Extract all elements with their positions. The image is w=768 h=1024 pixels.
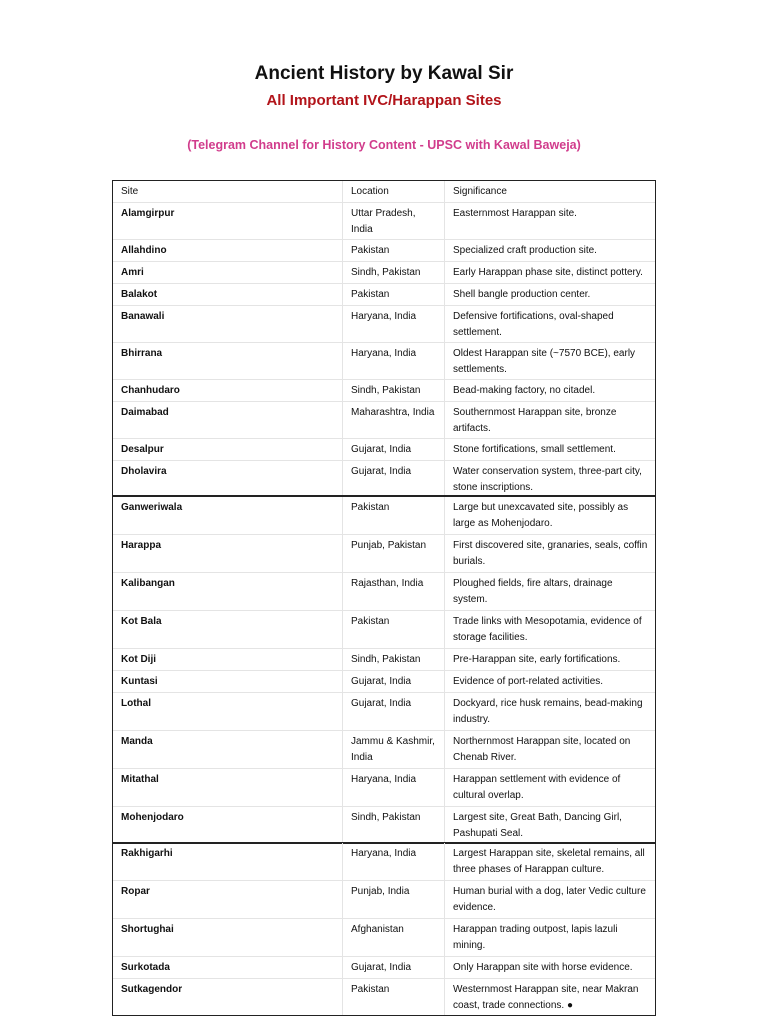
table-row <box>113 979 655 1015</box>
site-significance: Shell bangle production center. <box>453 289 591 300</box>
site-name: Desalpur <box>113 439 343 460</box>
site-location: Punjab, India <box>343 881 445 918</box>
sites-table-part-3 <box>112 842 656 1016</box>
site-significance: Oldest Harappan site (~7570 BCE), early settlements. <box>453 348 636 375</box>
site-significance: Trade links with Mesopotamia, evidence of storage facilities. <box>453 616 642 643</box>
site-name: Kuntasi <box>113 671 343 692</box>
site-location: Haryana, India <box>343 769 445 806</box>
site-location: Sindh, Pakistan <box>343 807 445 843</box>
site-location: Pakistan <box>343 497 445 534</box>
table-row <box>113 402 655 439</box>
table-row <box>113 573 655 611</box>
site-significance: Harappan settlement with evidence of cultural overlap. <box>453 774 621 801</box>
document-title: Ancient History by Kawal Sir <box>254 63 514 84</box>
table-row <box>113 262 655 284</box>
site-name: Balakot <box>113 284 343 305</box>
site-significance: Stone fortifications, small settlement. <box>453 444 616 455</box>
table-row <box>113 343 655 380</box>
site-name: Kot Bala <box>113 611 343 648</box>
site-location: Rajasthan, India <box>343 573 445 610</box>
table-row <box>113 535 655 573</box>
site-significance: Easternmost Harappan site. <box>453 208 577 219</box>
site-location: Afghanistan <box>343 919 445 956</box>
site-location: Sindh, Pakistan <box>343 262 445 283</box>
site-location: Gujarat, India <box>343 957 445 978</box>
site-name: Dholavira <box>113 461 343 495</box>
site-significance: Defensive fortifications, oval-shaped settlement. <box>453 311 614 338</box>
site-name: Kot Diji <box>113 649 343 670</box>
site-name: Ganweriwala <box>113 497 343 534</box>
site-significance: Southernmost Harappan site, bronze artifacts. <box>453 407 617 434</box>
table-row <box>113 769 655 807</box>
site-name: Surkotada <box>113 957 343 978</box>
site-location: Pakistan <box>343 284 445 305</box>
site-name: Allahdino <box>113 240 343 261</box>
table-row <box>113 693 655 731</box>
site-significance: Westernmost Harappan site, near Makran coast, trade connections. ● <box>453 984 639 1011</box>
site-location: Jammu & Kashmir, India <box>343 731 445 768</box>
document-header <box>0 62 768 154</box>
column-header-site: Site <box>113 181 343 202</box>
site-name: Banawali <box>113 306 343 342</box>
site-significance: Bead-making factory, no citadel. <box>453 385 596 396</box>
sites-table-part-1 <box>112 180 656 496</box>
column-header-significance: Significance <box>453 186 507 197</box>
table-row <box>113 919 655 957</box>
channel-note: (Telegram Channel for History Content - UPSC with Kawal Baweja) <box>187 138 581 152</box>
site-location: Pakistan <box>343 240 445 261</box>
table-row <box>113 306 655 343</box>
table-row <box>113 649 655 671</box>
site-location: Sindh, Pakistan <box>343 380 445 401</box>
table-row <box>113 731 655 769</box>
table-row <box>113 671 655 693</box>
table-header-row <box>113 181 655 203</box>
site-location: Sindh, Pakistan <box>343 649 445 670</box>
site-name: Sutkagendor <box>113 979 343 1015</box>
site-significance: Human burial with a dog, later Vedic culture evidence. <box>453 886 646 913</box>
site-location: Pakistan <box>343 611 445 648</box>
table-row <box>113 881 655 919</box>
table-row <box>113 497 655 535</box>
site-location: Haryana, India <box>343 306 445 342</box>
site-significance: Harappan trading outpost, lapis lazuli mining. <box>453 924 618 951</box>
site-location: Gujarat, India <box>343 693 445 730</box>
site-location: Pakistan <box>343 979 445 1015</box>
site-name: Manda <box>113 731 343 768</box>
table-row <box>113 439 655 461</box>
site-name: Amri <box>113 262 343 283</box>
site-name: Mohenjodaro <box>113 807 343 843</box>
site-name: Bhirrana <box>113 343 343 379</box>
table-row <box>113 957 655 979</box>
site-significance: First discovered site, granaries, seals, coffin burials. <box>453 540 648 567</box>
table-row <box>113 461 655 495</box>
table-row <box>113 807 655 843</box>
table-row <box>113 843 655 881</box>
site-significance: Large but unexcavated site, possibly as large as Mohenjodaro. <box>453 502 629 529</box>
site-name: Harappa <box>113 535 343 572</box>
site-location: Haryana, India <box>343 843 445 880</box>
document-subtitle: All Important IVC/Harappan Sites <box>266 92 502 109</box>
site-location: Gujarat, India <box>343 461 445 495</box>
site-significance: Only Harappan site with horse evidence. <box>453 962 633 973</box>
site-name: Shortughai <box>113 919 343 956</box>
site-significance: Water conservation system, three-part city, stone inscriptions. <box>453 466 642 493</box>
sites-table-part-2 <box>112 496 656 844</box>
site-significance: Largest Harappan site, skeletal remains, all three phases of Harappan culture. <box>453 848 645 875</box>
site-location: Maharashtra, India <box>343 402 445 438</box>
site-significance: Pre-Harappan site, early fortifications. <box>453 654 621 665</box>
site-significance: Largest site, Great Bath, Dancing Girl, Pashupati Seal. <box>453 812 622 839</box>
site-location: Gujarat, India <box>343 439 445 460</box>
site-name: Alamgirpur <box>113 203 343 239</box>
site-name: Rakhigarhi <box>113 843 343 880</box>
site-significance: Evidence of port-related activities. <box>453 676 604 687</box>
site-significance: Dockyard, rice husk remains, bead-making industry. <box>453 698 643 725</box>
site-significance: Ploughed fields, fire altars, drainage system. <box>453 578 613 605</box>
site-name: Mitathal <box>113 769 343 806</box>
site-name: Chanhudaro <box>113 380 343 401</box>
site-significance: Northernmost Harappan site, located on Chenab River. <box>453 736 631 763</box>
table-row <box>113 240 655 262</box>
table-row <box>113 284 655 306</box>
column-header-location: Location <box>343 181 445 202</box>
site-location: Gujarat, India <box>343 671 445 692</box>
site-location: Uttar Pradesh, India <box>343 203 445 239</box>
site-name: Kalibangan <box>113 573 343 610</box>
site-significance: Early Harappan phase site, distinct pottery. <box>453 267 643 278</box>
site-name: Lothal <box>113 693 343 730</box>
site-location: Punjab, Pakistan <box>343 535 445 572</box>
table-row <box>113 380 655 402</box>
table-row <box>113 203 655 240</box>
site-location: Haryana, India <box>343 343 445 379</box>
table-row <box>113 611 655 649</box>
site-name: Ropar <box>113 881 343 918</box>
site-name: Daimabad <box>113 402 343 438</box>
site-significance: Specialized craft production site. <box>453 245 597 256</box>
